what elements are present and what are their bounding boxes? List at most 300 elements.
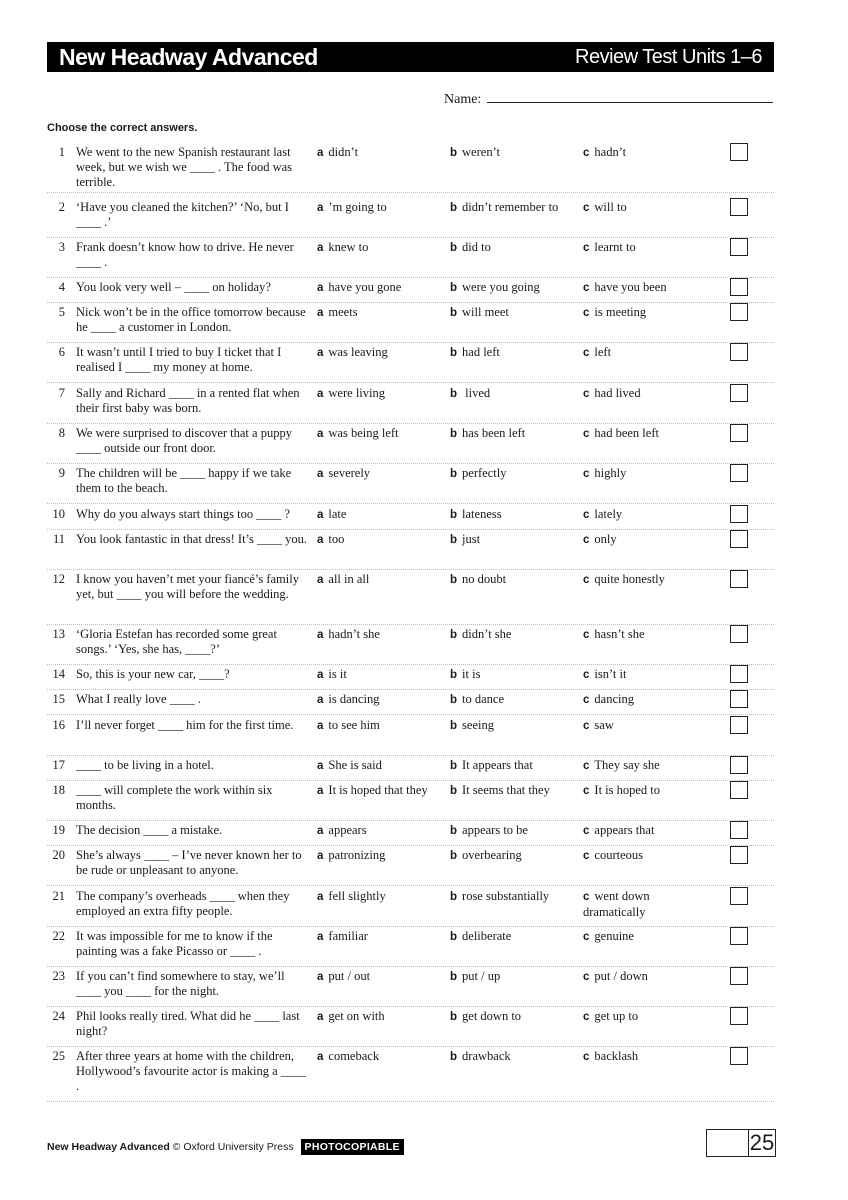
option-b[interactable] xyxy=(450,1009,578,1025)
row-separator xyxy=(47,569,774,570)
question-number: 20 xyxy=(52,848,65,862)
option-b-text: didn’t she xyxy=(462,627,512,641)
question-stem: So, this is your new car, ____? xyxy=(76,667,230,681)
row-separator xyxy=(47,277,774,278)
option-a-text: too xyxy=(328,532,345,546)
question-number: 3 xyxy=(58,240,65,254)
name-field[interactable] xyxy=(444,89,773,108)
option-a[interactable] xyxy=(317,627,445,643)
option-b-text: appears to be xyxy=(462,823,528,837)
option-a-text: severely xyxy=(328,466,371,480)
option-a[interactable] xyxy=(317,692,445,708)
option-a-text: was being left xyxy=(328,426,399,440)
option-letter: b xyxy=(450,1011,458,1023)
question-number: 4 xyxy=(58,280,65,294)
option-b-text: seeing xyxy=(462,718,494,732)
page-number-box xyxy=(706,1129,776,1157)
option-letter: b xyxy=(450,931,458,943)
option-c-text: courteous xyxy=(594,848,644,862)
option-b[interactable] xyxy=(450,200,578,216)
option-c[interactable] xyxy=(583,627,711,643)
answer-checkbox[interactable] xyxy=(730,505,748,523)
question-number: 22 xyxy=(52,929,65,943)
option-c[interactable] xyxy=(583,345,711,361)
option-b-text: were you going xyxy=(462,280,540,294)
option-c-text: quite honestly xyxy=(594,572,665,586)
option-a-text: put / out xyxy=(328,969,371,983)
option-a-text: get on with xyxy=(328,1009,385,1023)
option-a-text: was leaving xyxy=(328,345,388,359)
option-c-text: went down dramatically xyxy=(583,889,650,919)
row-separator xyxy=(47,689,774,690)
answer-checkbox[interactable] xyxy=(730,278,748,296)
answer-checkbox[interactable] xyxy=(730,464,748,482)
option-b-text: lateness xyxy=(462,507,502,521)
row-separator xyxy=(47,1006,774,1007)
option-c-text: had been left xyxy=(594,426,659,440)
option-letter: c xyxy=(583,720,590,732)
option-b[interactable] xyxy=(450,572,578,588)
question-number: 13 xyxy=(52,627,65,641)
row-separator xyxy=(47,780,774,781)
option-b-text: get down to xyxy=(462,1009,522,1023)
option-b-text: will meet xyxy=(462,305,509,319)
option-a[interactable] xyxy=(317,929,445,945)
option-a-text: comeback xyxy=(328,1049,380,1063)
question-number: 23 xyxy=(52,969,65,983)
test-title: Review Test Units 1–6 xyxy=(575,46,762,68)
option-c[interactable] xyxy=(583,507,711,523)
option-letter: c xyxy=(583,694,590,706)
option-b[interactable] xyxy=(450,929,578,945)
option-b[interactable] xyxy=(450,426,578,442)
question-stem: Why do you always start things too ____ ? xyxy=(76,507,290,521)
option-letter: b xyxy=(450,347,458,359)
option-letter: a xyxy=(317,1051,324,1063)
option-letter: b xyxy=(450,891,458,903)
option-letter: a xyxy=(317,850,324,862)
row-separator xyxy=(47,624,774,625)
option-letter: a xyxy=(317,931,324,943)
answer-checkbox[interactable] xyxy=(730,1047,748,1065)
option-a[interactable] xyxy=(317,305,445,321)
option-a[interactable] xyxy=(317,889,445,905)
option-c-text: They say she xyxy=(594,758,660,772)
option-a[interactable] xyxy=(317,145,445,161)
option-c[interactable] xyxy=(583,758,711,774)
option-c[interactable] xyxy=(583,426,711,442)
option-c-text: dancing xyxy=(594,692,634,706)
name-label: Name: xyxy=(444,92,482,107)
option-a-text: appears xyxy=(328,823,367,837)
option-c-text: hasn’t she xyxy=(594,627,645,641)
option-letter: c xyxy=(583,468,590,480)
option-c-text: had lived xyxy=(594,386,641,400)
option-a-text: to see him xyxy=(328,718,380,732)
option-c-text: is meeting xyxy=(594,305,647,319)
option-c[interactable] xyxy=(583,386,711,402)
option-b[interactable] xyxy=(450,466,578,482)
instruction: Choose the correct answers. xyxy=(47,122,198,134)
answer-checkbox[interactable] xyxy=(730,384,748,402)
option-a[interactable] xyxy=(317,667,445,683)
question-stem: It wasn’t until I tried to buy I ticket that I realised I ____ my money at home. xyxy=(76,345,282,374)
option-a-text: have you gone xyxy=(328,280,402,294)
answer-checkbox[interactable] xyxy=(730,343,748,361)
option-letter: b xyxy=(450,785,458,797)
option-c[interactable] xyxy=(583,783,711,799)
option-letter: b xyxy=(450,760,458,772)
option-letter: a xyxy=(317,971,324,983)
option-letter: b xyxy=(450,509,458,521)
option-letter: a xyxy=(317,282,324,294)
option-b[interactable] xyxy=(450,848,578,864)
option-a[interactable] xyxy=(317,532,445,548)
question-stem: You look very well – ____ on holiday? xyxy=(76,280,271,294)
option-b[interactable] xyxy=(450,507,578,523)
option-c[interactable] xyxy=(583,200,711,216)
question-stem: I’ll never forget ____ him for the first time. xyxy=(76,718,294,732)
option-b-text: drawback xyxy=(462,1049,511,1063)
answer-checkbox[interactable] xyxy=(730,846,748,864)
option-letter: b xyxy=(450,1051,458,1063)
question-number: 7 xyxy=(58,386,65,400)
option-a-text: didn’t xyxy=(328,145,359,159)
option-a[interactable] xyxy=(317,572,445,588)
option-b-text: just xyxy=(462,532,481,546)
row-separator xyxy=(47,1046,774,1047)
question-stem: The children will be ____ happy if we take them to the beach. xyxy=(76,466,292,495)
option-b[interactable] xyxy=(450,1049,578,1065)
option-letter: c xyxy=(583,629,590,641)
option-letter: b xyxy=(450,282,458,294)
option-letter: b xyxy=(450,388,458,400)
question-stem: Nick won’t be in the office tomorrow because he ____ a customer in London. xyxy=(76,305,306,334)
option-a[interactable] xyxy=(317,758,445,774)
question-stem: The company’s overheads ____ when they employed an extra fifty people. xyxy=(76,889,290,918)
option-b-text: lived xyxy=(462,386,491,400)
option-letter: b xyxy=(450,850,458,862)
option-c-text: hadn’t xyxy=(594,145,627,159)
name-blank-line[interactable] xyxy=(487,89,773,103)
option-a-text: familiar xyxy=(328,929,368,943)
option-c-text: isn’t it xyxy=(594,667,627,681)
option-c-text: saw xyxy=(594,718,614,732)
question-stem: ____ will complete the work within six months. xyxy=(76,783,273,812)
answer-checkbox[interactable] xyxy=(730,530,748,548)
row-separator xyxy=(47,302,774,303)
option-c-text: get up to xyxy=(594,1009,639,1023)
option-letter: b xyxy=(450,147,458,159)
option-c[interactable] xyxy=(583,145,711,161)
option-letter: a xyxy=(317,785,324,797)
option-letter: a xyxy=(317,147,324,159)
question-number: 25 xyxy=(52,1049,65,1063)
option-a[interactable] xyxy=(317,200,445,216)
option-a[interactable] xyxy=(317,1009,445,1025)
question-number: 11 xyxy=(52,532,65,546)
question-number: 19 xyxy=(52,823,65,837)
option-letter: b xyxy=(450,534,458,546)
option-letter: a xyxy=(317,669,324,681)
row-separator xyxy=(47,463,774,464)
option-b-text: overbearing xyxy=(462,848,522,862)
option-b-text: to dance xyxy=(462,692,505,706)
option-b[interactable] xyxy=(450,758,578,774)
option-b-text: has been left xyxy=(462,426,526,440)
row-separator xyxy=(47,192,774,193)
question-number: 8 xyxy=(58,426,65,440)
answer-checkbox[interactable] xyxy=(730,716,748,734)
option-letter: a xyxy=(317,891,324,903)
option-c[interactable] xyxy=(583,1049,711,1065)
option-b[interactable] xyxy=(450,280,578,296)
option-letter: a xyxy=(317,1011,324,1023)
option-c[interactable] xyxy=(583,532,711,548)
option-letter: c xyxy=(583,428,590,440)
option-letter: c xyxy=(583,282,590,294)
option-a-text: knew to xyxy=(328,240,369,254)
question-number: 10 xyxy=(52,507,65,521)
option-letter: a xyxy=(317,468,324,480)
option-letter: a xyxy=(317,428,324,440)
answer-checkbox[interactable] xyxy=(730,690,748,708)
option-letter: a xyxy=(317,534,324,546)
option-a-text: She is said xyxy=(328,758,382,772)
option-letter: c xyxy=(583,307,590,319)
question-stem: It was impossible for me to know if the painting was a fake Picasso or ____ . xyxy=(76,929,273,958)
row-separator xyxy=(47,966,774,967)
option-b[interactable] xyxy=(450,667,578,683)
option-b-text: perfectly xyxy=(462,466,507,480)
row-separator xyxy=(47,342,774,343)
option-letter: c xyxy=(583,202,590,214)
answer-checkbox[interactable] xyxy=(730,1007,748,1025)
option-c-text: will to xyxy=(594,200,627,214)
question-number: 1 xyxy=(58,145,65,159)
option-c-text: put / down xyxy=(594,969,648,983)
row-separator xyxy=(47,1101,774,1102)
option-a[interactable] xyxy=(317,280,445,296)
option-letter: c xyxy=(583,971,590,983)
option-c[interactable] xyxy=(583,848,711,864)
option-c-text: appears that xyxy=(594,823,655,837)
option-letter: b xyxy=(450,468,458,480)
option-c-text: backlash xyxy=(594,1049,639,1063)
row-separator xyxy=(47,529,774,530)
answer-checkbox[interactable] xyxy=(730,927,748,945)
answer-checkbox[interactable] xyxy=(730,887,748,905)
answer-checkbox[interactable] xyxy=(730,303,748,321)
option-letter: b xyxy=(450,428,458,440)
question-stem: We were surprised to discover that a puppy ____ outside our front door. xyxy=(76,426,292,455)
option-b[interactable] xyxy=(450,889,578,905)
option-letter: c xyxy=(583,347,590,359)
option-a[interactable] xyxy=(317,345,445,361)
option-letter: b xyxy=(450,971,458,983)
option-b[interactable] xyxy=(450,532,578,548)
option-letter: a xyxy=(317,629,324,641)
option-a[interactable] xyxy=(317,1049,445,1065)
option-letter: b xyxy=(450,825,458,837)
option-b-text: no doubt xyxy=(462,572,507,586)
row-separator xyxy=(47,820,774,821)
option-a-text: meets xyxy=(328,305,358,319)
option-b[interactable] xyxy=(450,240,578,256)
option-a[interactable] xyxy=(317,969,445,985)
option-letter: a xyxy=(317,307,324,319)
option-c[interactable] xyxy=(583,466,711,482)
question-stem: Sally and Richard ____ in a rented flat when their first baby was born. xyxy=(76,386,300,415)
option-c[interactable] xyxy=(583,667,711,683)
option-letter: a xyxy=(317,509,324,521)
option-letter: b xyxy=(450,574,458,586)
option-letter: a xyxy=(317,347,324,359)
option-c-text: have you been xyxy=(594,280,667,294)
answer-checkbox[interactable] xyxy=(730,625,748,643)
option-b-text: had left xyxy=(462,345,500,359)
option-c[interactable] xyxy=(583,1009,711,1025)
question-stem: What I really love ____ . xyxy=(76,692,201,706)
answer-checkbox[interactable] xyxy=(730,665,748,683)
page-header xyxy=(47,42,774,72)
answer-checkbox[interactable] xyxy=(730,756,748,774)
question-number: 14 xyxy=(52,667,65,681)
question-number: 6 xyxy=(58,345,65,359)
option-letter: a xyxy=(317,242,324,254)
row-separator xyxy=(47,503,774,504)
option-c[interactable] xyxy=(583,929,711,945)
option-b[interactable] xyxy=(450,718,578,734)
option-letter: a xyxy=(317,720,324,732)
option-a-text: ’m going to xyxy=(328,200,387,214)
option-c[interactable] xyxy=(583,692,711,708)
option-letter: b xyxy=(450,307,458,319)
question-number: 24 xyxy=(52,1009,65,1023)
option-a[interactable] xyxy=(317,466,445,482)
option-a[interactable] xyxy=(317,823,445,839)
question-number: 5 xyxy=(58,305,65,319)
option-letter: c xyxy=(583,147,590,159)
question-stem: ‘Have you cleaned the kitchen?’ ‘No, but I ____ .’ xyxy=(76,200,289,229)
question-stem: ‘Gloria Estefan has recorded some great songs.’ ‘Yes, she has, ____?’ xyxy=(76,627,277,656)
option-letter: b xyxy=(450,629,458,641)
option-c-text: learnt to xyxy=(594,240,636,254)
page-number: 25 xyxy=(749,1130,775,1155)
option-letter: a xyxy=(317,760,324,772)
option-a-text: hadn’t she xyxy=(328,627,380,641)
option-a[interactable] xyxy=(317,718,445,734)
option-c[interactable] xyxy=(583,889,711,920)
answer-checkbox[interactable] xyxy=(730,198,748,216)
row-separator xyxy=(47,664,774,665)
option-b[interactable] xyxy=(450,305,578,321)
option-c[interactable] xyxy=(583,240,711,256)
option-b[interactable] xyxy=(450,823,578,839)
answer-checkbox[interactable] xyxy=(730,781,748,799)
answer-checkbox[interactable] xyxy=(730,424,748,442)
option-b[interactable] xyxy=(450,145,578,161)
option-a[interactable] xyxy=(317,386,445,402)
answer-checkbox[interactable] xyxy=(730,570,748,588)
question-number: 16 xyxy=(52,718,65,732)
option-a-text: all in all xyxy=(328,572,370,586)
option-a[interactable] xyxy=(317,240,445,256)
option-letter: c xyxy=(583,760,590,772)
question-stem: If you can’t find somewhere to stay, we’ll ____ you ____ for the night. xyxy=(76,969,285,998)
question-stem: Frank doesn’t know how to drive. He never ____ . xyxy=(76,240,294,269)
question-number: 18 xyxy=(52,783,65,797)
option-b-text: put / up xyxy=(462,969,501,983)
option-c-text: genuine xyxy=(594,929,634,943)
option-a[interactable] xyxy=(317,848,445,864)
question-stem: We went to the new Spanish restaurant last week, but we wish we ____ . The food was terrible. xyxy=(76,145,293,189)
answer-checkbox[interactable] xyxy=(730,821,748,839)
option-b-text: deliberate xyxy=(462,929,512,943)
question-stem: I know you haven’t met your fiancé’s family yet, but ____ you will before the wedding. xyxy=(76,572,299,601)
option-b-text: It appears that xyxy=(462,758,533,772)
option-c[interactable] xyxy=(583,280,711,296)
option-c[interactable] xyxy=(583,969,711,985)
option-a-text: is dancing xyxy=(328,692,380,706)
option-c-text: lately xyxy=(594,507,623,521)
option-letter: b xyxy=(450,669,458,681)
book-title: New Headway Advanced xyxy=(59,44,318,70)
option-b[interactable] xyxy=(450,969,578,985)
option-c-text: only xyxy=(594,532,617,546)
option-letter: c xyxy=(583,825,590,837)
option-letter: a xyxy=(317,202,324,214)
option-a[interactable] xyxy=(317,507,445,523)
option-letter: c xyxy=(583,891,590,903)
answer-checkbox[interactable] xyxy=(730,143,748,161)
option-letter: b xyxy=(450,202,458,214)
question-number: 21 xyxy=(52,889,65,903)
option-letter: c xyxy=(583,931,590,943)
option-c[interactable] xyxy=(583,718,711,734)
option-a-text: patronizing xyxy=(328,848,386,862)
answer-checkbox[interactable] xyxy=(730,238,748,256)
option-letter: b xyxy=(450,242,458,254)
option-a-text: is it xyxy=(328,667,347,681)
option-a[interactable] xyxy=(317,783,445,799)
row-separator xyxy=(47,755,774,756)
option-c[interactable] xyxy=(583,823,711,839)
option-b[interactable] xyxy=(450,627,578,643)
option-b[interactable] xyxy=(450,692,578,708)
option-b[interactable] xyxy=(450,783,578,799)
option-letter: c xyxy=(583,1051,590,1063)
question-stem: Phil looks really tired. What did he ____ last night? xyxy=(76,1009,300,1038)
option-b-text: did to xyxy=(462,240,491,254)
option-letter: c xyxy=(583,1011,590,1023)
option-c-text: It is hoped to xyxy=(594,783,661,797)
option-a-text: late xyxy=(328,507,347,521)
option-letter: a xyxy=(317,825,324,837)
option-a-text: were living xyxy=(328,386,385,400)
option-a-text: It is hoped that they xyxy=(328,783,428,797)
option-a[interactable] xyxy=(317,426,445,442)
answer-checkbox[interactable] xyxy=(730,967,748,985)
option-letter: a xyxy=(317,694,324,706)
photocopiable-badge: PHOTOCOPIABLE xyxy=(301,1139,404,1155)
option-letter: c xyxy=(583,850,590,862)
option-b-text: rose substantially xyxy=(462,889,550,903)
option-c[interactable] xyxy=(583,572,711,588)
option-b[interactable] xyxy=(450,386,578,402)
option-c[interactable] xyxy=(583,305,711,321)
option-b[interactable] xyxy=(450,345,578,361)
